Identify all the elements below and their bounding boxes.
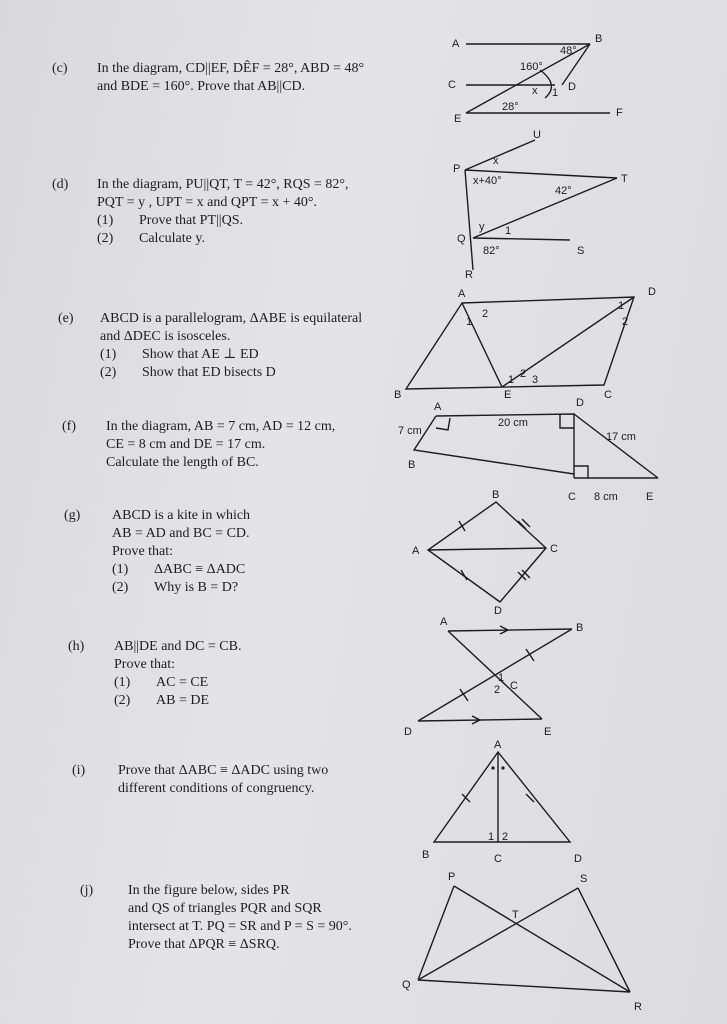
question-text: ABCD is a kite in which (112, 508, 251, 523)
label-b: B (394, 389, 402, 401)
line-bd (418, 629, 572, 721)
label-r: R (634, 1001, 642, 1013)
question-text: AB||DE and DC = CB. (114, 639, 242, 654)
line-ab (448, 629, 572, 631)
question-part: (2) Why is B = D? (112, 580, 239, 595)
question-part: (2) Calculate y. (97, 231, 205, 246)
angle-82: 82° (483, 245, 500, 257)
angle-dot-right (501, 766, 504, 769)
angle-arc (540, 70, 551, 98)
length-de: 17 cm (606, 431, 636, 443)
label-q: Q (402, 979, 411, 991)
label-c: C (494, 853, 502, 865)
label-b: B (422, 849, 430, 861)
figure-d (445, 130, 645, 280)
tick-ab (459, 521, 465, 531)
question-text: CE = 8 cm and DE = 17 cm. (106, 437, 266, 452)
angle-48: 48° (560, 45, 577, 57)
line-qt (473, 178, 617, 238)
label-r: R (465, 269, 473, 281)
label-d: D (576, 397, 584, 409)
question-text: Prove that: (112, 544, 174, 559)
label-a: A (458, 288, 466, 300)
angle-dot-left (491, 766, 494, 769)
figure-g (408, 490, 568, 620)
question-text: different conditions of congruency. (118, 781, 315, 796)
label-t: T (512, 909, 519, 921)
angle-x40: x+40° (473, 175, 502, 187)
question-part: (2) AB = DE (114, 693, 210, 708)
label-a: A (452, 38, 460, 50)
question-label: (c) (52, 61, 68, 76)
question-text: intersect at T. PQ = SR and P = S = 90°. (128, 919, 352, 934)
question-part: (1) ΔABC ≡ ΔADC (112, 562, 246, 577)
question-text: PQT = y , UPT = x and QPT = x + 40°. (97, 195, 317, 210)
angle-d2: 2 (622, 316, 629, 328)
label-b: B (576, 622, 584, 634)
angle-42: 42° (555, 185, 572, 197)
polygon-abdc (414, 414, 574, 474)
question-text: In the diagram, AB = 7 cm, AD = 12 cm, (106, 419, 336, 434)
figure-e (392, 285, 662, 400)
figure-i (418, 738, 588, 866)
label-p: P (453, 163, 461, 175)
angle-d1: 1 (618, 300, 625, 312)
question-text: In the diagram, CD||EF, DÊF = 28°, ABD = 48° (97, 61, 365, 76)
angle-160: 160° (520, 61, 543, 73)
question-text: and QS of triangles PQR and SQR (128, 901, 322, 916)
length-ce: 8 cm (594, 491, 618, 503)
line-pr (465, 170, 473, 270)
figure-j (402, 870, 648, 1015)
question-text: In the diagram, PU||QT, T = 42°, RQS = 82°, (97, 177, 349, 192)
right-angle-c (574, 466, 588, 478)
label-q: Q (457, 233, 466, 245)
label-c: C (550, 543, 558, 555)
label-d: D (568, 81, 576, 93)
label-b: B (595, 33, 603, 45)
label-e: E (646, 491, 654, 503)
label-a: A (434, 401, 442, 413)
question-label: (i) (72, 763, 86, 778)
label-d: D (648, 286, 656, 298)
label-d: D (404, 726, 412, 738)
line-qr (418, 980, 630, 992)
label-d: D (574, 853, 582, 865)
angle-x: x (532, 85, 538, 97)
question-text: Prove that ΔABC ≡ ΔADC using two (118, 763, 329, 778)
line-qp (418, 886, 454, 980)
angle-1: 1 (505, 225, 512, 237)
angle-a1: 1 (466, 316, 473, 328)
question-text: Calculate the length of BC. (106, 455, 259, 470)
label-s: S (577, 245, 585, 257)
question-text: ABCD is a parallelogram, ΔABE is equilateral (100, 311, 363, 326)
label-a: A (412, 545, 420, 557)
figure-h (400, 615, 590, 740)
question-label: (g) (64, 508, 81, 523)
angle-1: 1 (552, 87, 559, 99)
question-text: AB = AD and BC = CD. (112, 526, 250, 541)
line-de (574, 414, 658, 478)
line-sq (418, 888, 578, 980)
right-angle-a (436, 418, 450, 430)
label-a: A (494, 739, 502, 751)
label-t: T (621, 173, 628, 185)
question-part: (1) Prove that PT||QS. (97, 213, 243, 228)
angle-2: 2 (494, 684, 501, 696)
question-text: Prove that ΔPQR ≡ ΔSRQ. (128, 937, 280, 952)
label-p: P (448, 871, 456, 883)
angle-a2: 2 (482, 308, 489, 320)
label-c: C (510, 680, 518, 692)
angle-e2: 2 (520, 368, 527, 380)
label-u: U (533, 129, 541, 141)
label-b: B (492, 489, 500, 501)
question-text: Prove that: (114, 657, 176, 672)
angle-e3: 3 (532, 374, 539, 386)
line-qs (473, 238, 570, 240)
label-e: E (454, 113, 462, 125)
question-label: (j) (80, 883, 94, 898)
label-b: B (408, 459, 416, 471)
question-part: (2) Show that ED bisects D (100, 365, 276, 380)
angle-e1: 1 (508, 374, 515, 386)
question-text: In the figure below, sides PR (128, 883, 290, 898)
question-part: (1) AC = CE (114, 675, 209, 690)
question-label: (h) (68, 639, 85, 654)
label-d: D (494, 605, 502, 617)
question-label: (d) (52, 177, 69, 192)
label-c: C (448, 79, 456, 91)
angle-2: 2 (502, 831, 509, 843)
diagonal-ac (428, 548, 546, 550)
angle-1: 1 (488, 831, 495, 843)
angle-x: x (493, 155, 499, 167)
length-ad: 20 cm (498, 417, 528, 429)
label-e: E (544, 726, 552, 738)
angle-1: 1 (498, 672, 505, 684)
label-c: C (568, 491, 576, 503)
length-ab: 7 cm (398, 425, 422, 437)
label-s: S (580, 873, 588, 885)
label-e: E (504, 389, 512, 401)
question-label: (e) (58, 311, 74, 326)
question-part: (1) Show that AE ⊥ ED (100, 347, 259, 362)
label-f: F (616, 107, 623, 119)
angle-y: y (479, 221, 485, 233)
angle-28: 28° (502, 101, 519, 113)
label-c: C (604, 389, 612, 401)
triangle-abd (434, 752, 570, 842)
kite-abcd (428, 502, 546, 602)
question-text: and BDE = 160°. Prove that AB||CD. (97, 79, 306, 94)
question-text: and ΔDEC is isosceles. (100, 329, 231, 344)
right-angle-d (560, 414, 574, 428)
label-a: A (440, 616, 448, 628)
line-pu (465, 140, 535, 170)
question-label: (f) (62, 419, 76, 434)
figure-c (440, 30, 640, 130)
